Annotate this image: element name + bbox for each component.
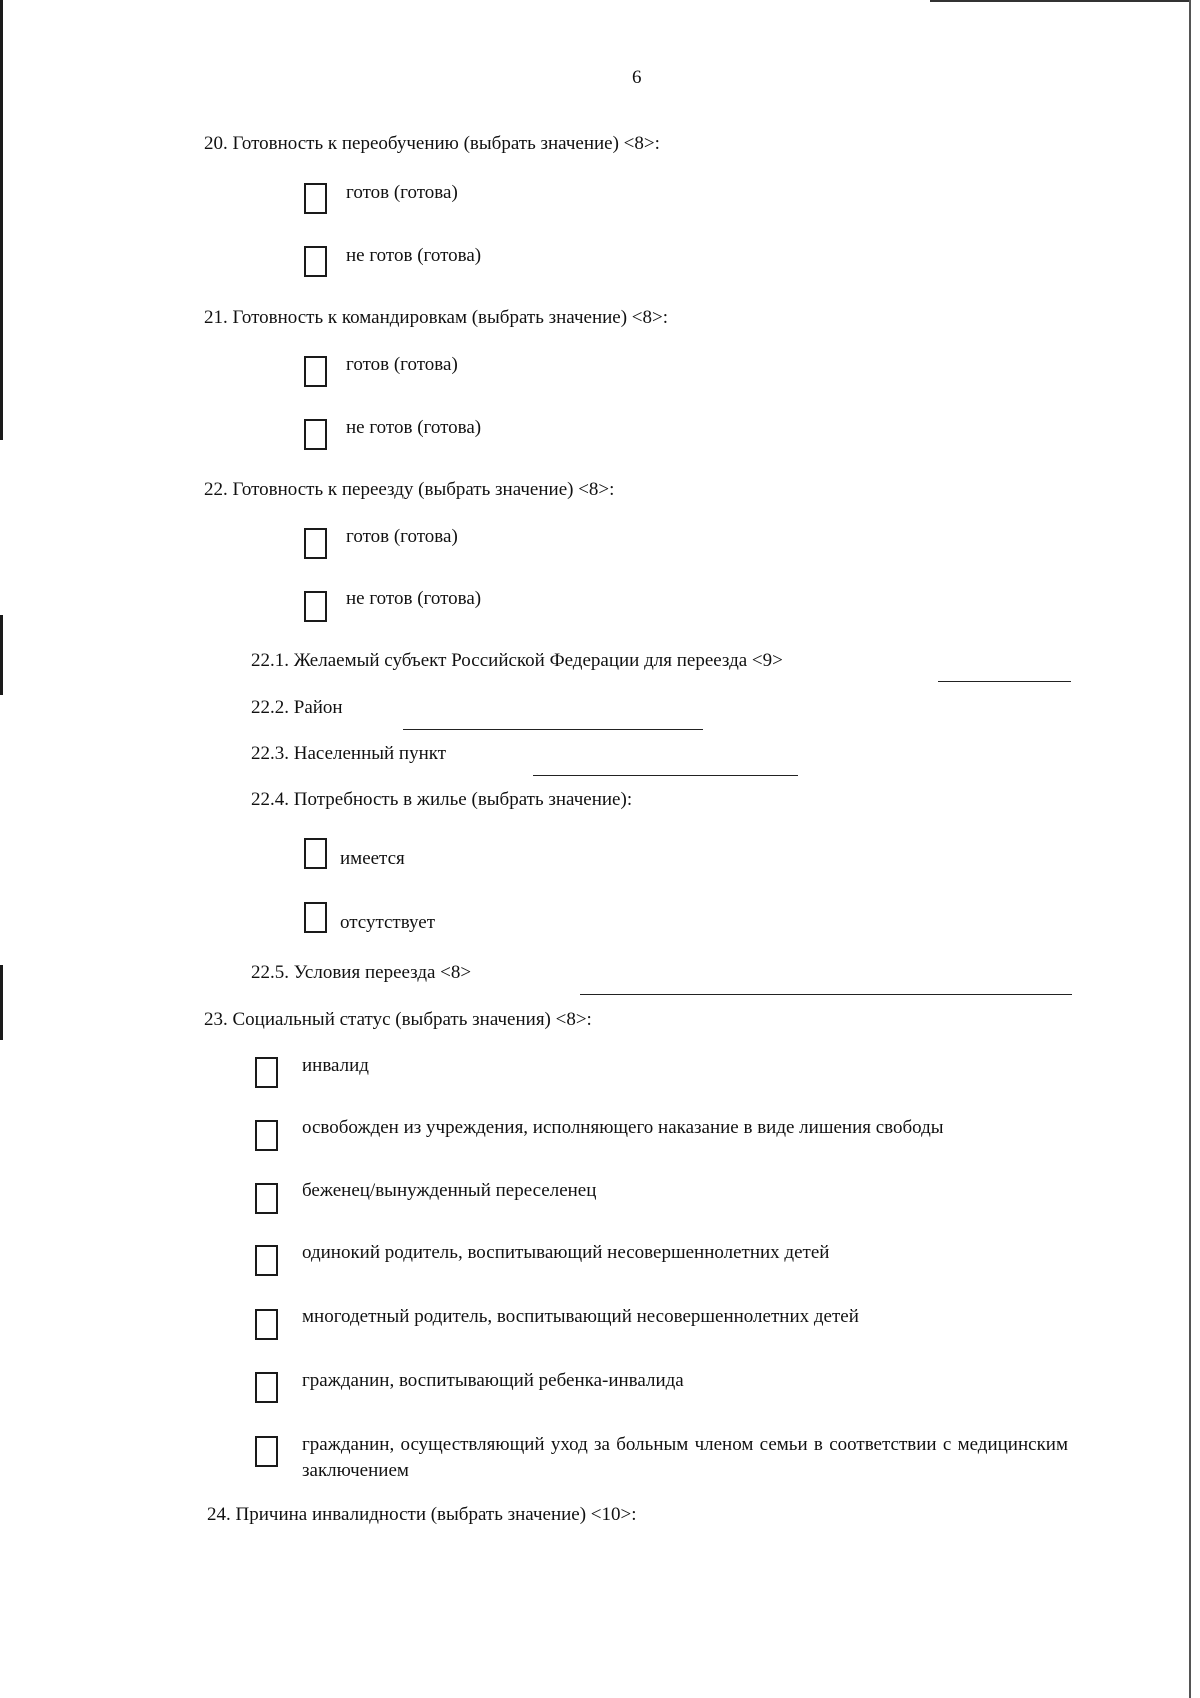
page-number: 6 <box>632 67 642 88</box>
q20-option-not-ready-checkbox[interactable] <box>304 246 327 277</box>
q22-5-label: 22.5. Условия переезда <8> <box>251 962 472 983</box>
q20-option-not-ready-label[interactable]: не готов (готова) <box>346 245 482 266</box>
q22-4-label: 22.4. Потребность в жилье (выбрать значение): <box>251 789 633 810</box>
q23-title: 23. Социальный статус (выбрать значения) <8>: <box>204 1009 592 1030</box>
q23-option-released-checkbox[interactable] <box>255 1120 278 1151</box>
q23-option-disabled-label[interactable]: инвалид <box>302 1055 369 1076</box>
left-scan-edge-top <box>0 0 3 440</box>
q22-5-fill-line[interactable] <box>580 994 1072 995</box>
q22-4-option-none-label[interactable]: отсутствует <box>340 912 436 933</box>
q22-title: 22. Готовность к переезду (выбрать значение) <8>: <box>204 479 615 500</box>
q23-option-caregiver-checkbox[interactable] <box>255 1436 278 1467</box>
right-scan-edge <box>1189 0 1191 1698</box>
q23-option-single-parent-checkbox[interactable] <box>255 1245 278 1276</box>
q22-option-not-ready-label[interactable]: не готов (готова) <box>346 588 482 609</box>
q23-option-disabled-child-label[interactable]: гражданин, воспитывающий ребенка-инвалида <box>302 1370 684 1391</box>
q20-option-ready-checkbox[interactable] <box>304 183 327 214</box>
left-scan-edge-mid <box>0 615 3 695</box>
q20-option-ready-label[interactable]: готов (готова) <box>346 182 458 203</box>
q23-option-large-family-label[interactable]: многодетный родитель, воспитывающий несовершеннолетних детей <box>302 1306 859 1327</box>
q22-option-not-ready-checkbox[interactable] <box>304 591 327 622</box>
q20-title: 20. Готовность к переобучению (выбрать значение) <8>: <box>204 133 660 154</box>
q22-1-label: 22.1. Желаемый субъект Российской Федерации для переезда <9> <box>251 650 783 671</box>
q23-option-refugee-checkbox[interactable] <box>255 1183 278 1214</box>
q21-option-not-ready-checkbox[interactable] <box>304 419 327 450</box>
q21-option-ready-checkbox[interactable] <box>304 356 327 387</box>
q22-2-fill-line[interactable] <box>403 729 703 730</box>
q22-option-ready-label[interactable]: готов (готова) <box>346 526 458 547</box>
q22-4-option-none-checkbox[interactable] <box>304 902 327 933</box>
q22-3-label: 22.3. Населенный пункт <box>251 743 447 764</box>
q22-1-fill-line[interactable] <box>938 681 1071 682</box>
q23-option-single-parent-label[interactable]: одинокий родитель, воспитывающий несовершеннолетних детей <box>302 1242 830 1263</box>
q22-2-label: 22.2. Район <box>251 697 343 718</box>
q24-title: 24. Причина инвалидности (выбрать значение) <10>: <box>207 1504 637 1525</box>
q23-option-disabled-child-checkbox[interactable] <box>255 1372 278 1403</box>
q21-option-not-ready-label[interactable]: не готов (готова) <box>346 417 482 438</box>
q23-option-released-label[interactable]: освобожден из учреждения, исполняющего наказание в виде лишения свободы <box>302 1117 944 1138</box>
q22-option-ready-checkbox[interactable] <box>304 528 327 559</box>
q22-3-fill-line[interactable] <box>533 775 798 776</box>
top-scan-line <box>930 0 1189 2</box>
q22-4-option-has-label[interactable]: имеется <box>340 848 405 869</box>
left-scan-edge-low <box>0 965 3 1040</box>
q23-option-large-family-checkbox[interactable] <box>255 1309 278 1340</box>
q23-option-refugee-label[interactable]: беженец/вынужденный переселенец <box>302 1180 597 1201</box>
q21-title: 21. Готовность к командировкам (выбрать значение) <8>: <box>204 307 668 328</box>
q21-option-ready-label[interactable]: готов (готова) <box>346 354 458 375</box>
q23-option-caregiver-label[interactable]: гражданин, осуществляющий уход за больным членом семьи в соответствии с медицинским заключением <box>302 1434 1068 1481</box>
q22-4-option-has-checkbox[interactable] <box>304 838 327 869</box>
q23-option-disabled-checkbox[interactable] <box>255 1057 278 1088</box>
